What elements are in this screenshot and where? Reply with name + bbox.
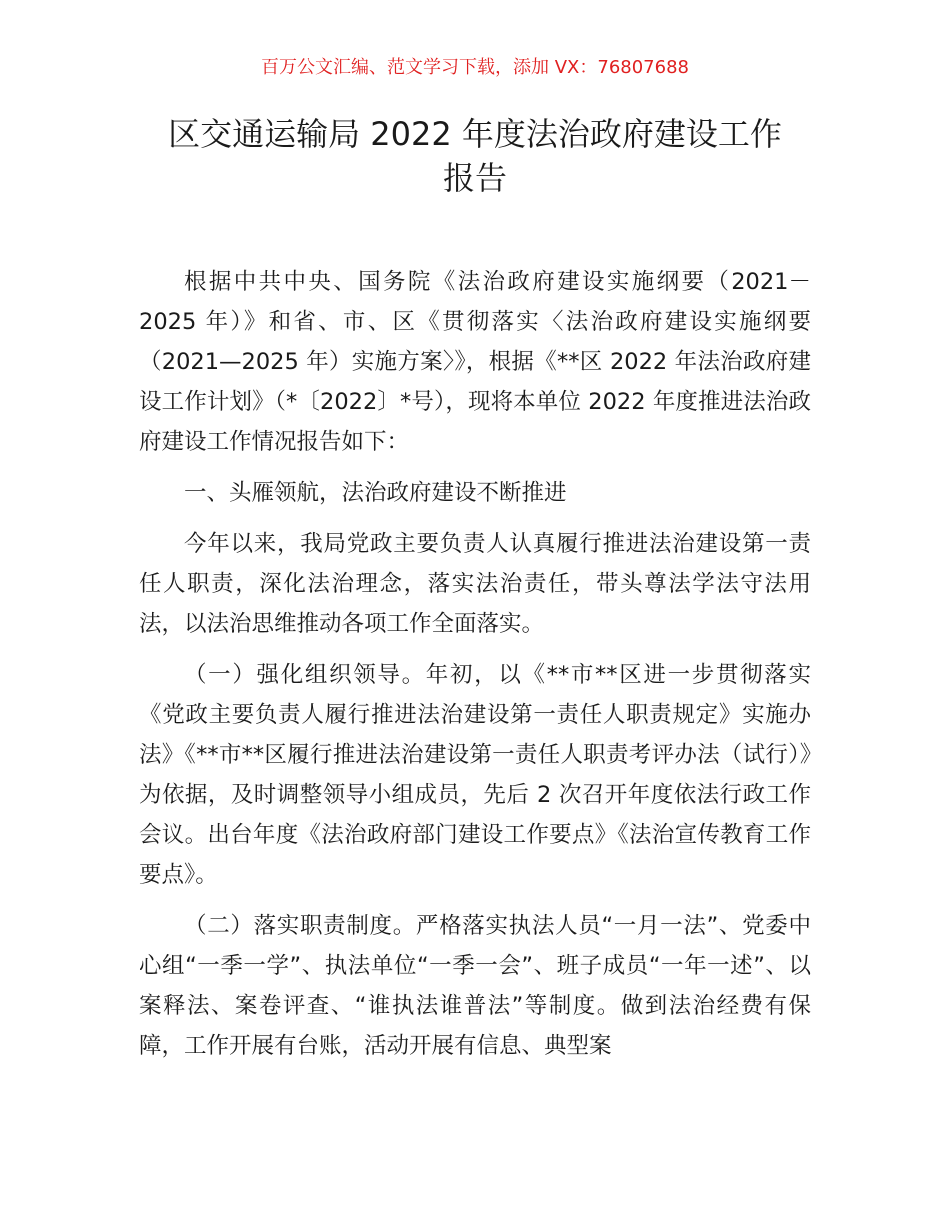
- section-1-paragraph: 今年以来，我局党政主要负责人认真履行推进法治建设第一责任人职责，深化法治理念，落实法治责任，带头尊法学法守法用法，以法治思维推动各项工作全面落实。: [139, 531, 811, 637]
- subsection-2-paragraph: （二）落实职责制度。严格落实执法人员“一月一法”、党委中心组“一季一学”、执法单位“一季一会”、班子成员“一年一述”、以案释法、案卷评查、“谁执法谁普法”等制度。做到法治经费有保障，工作开展有台账，活动开展有信息、典型案: [139, 913, 811, 1059]
- document-title-line-1: 区交通运输局 2022 年度法治政府建设工作: [168, 115, 782, 153]
- watermark-banner: 百万公文汇编、范文学习下载，添加 VX：76807688: [261, 57, 689, 78]
- intro-paragraph: 根据中共中央、国务院《法治政府建设实施纲要（2021－2025 年）》和省、市、区《贯彻落实〈法治政府建设实施纲要（2021—2025 年）实施方案〉》，根据《**区 2022 年法治政府建设工作计划》（*〔2022〕*号），现将本单位 2022 年度推进法治政府建设工作情况报告如下：: [139, 269, 811, 455]
- document-title: [120, 112, 830, 200]
- subsection-1-paragraph: （一）强化组织领导。年初，以《**市**区进一步贯彻落实《党政主要负责人履行推进法治建设第一责任人职责规定》实施办法》《**市**区履行推进法治建设第一责任人职责考评办法（试行）》为依据，及时调整领导小组成员，先后 2 次召开年度依法行政工作会议。出台年度《法治政府部门建设工作要点》《法治宣传教育工作要点》。: [139, 662, 811, 888]
- document-title-line-2: 报告: [442, 159, 507, 197]
- section-heading-1: 一、头雁领航，法治政府建设不断推进: [184, 480, 567, 506]
- document-body: [139, 262, 811, 1077]
